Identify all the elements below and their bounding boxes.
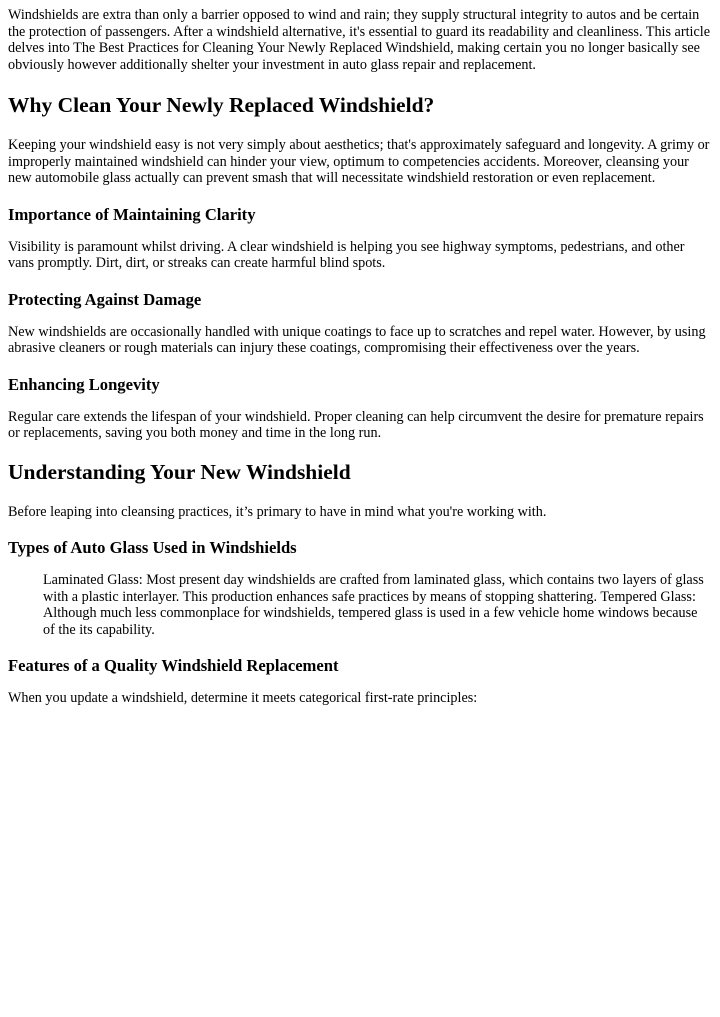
quality-features-paragraph: When you update a windshield, determine it meets categorical first-rate principles: bbox=[8, 690, 478, 706]
section-heading-understanding: Understanding Your New Windshield bbox=[8, 459, 351, 484]
subheading-maintaining-clarity: Importance of Maintaining Clarity bbox=[8, 204, 256, 224]
article bbox=[8, 7, 712, 725]
subheading-glass-types: Types of Auto Glass Used in Windshields bbox=[8, 538, 297, 557]
subheading-quality-features: Features of a Quality Windshield Replacement bbox=[8, 656, 339, 675]
understanding-paragraph: Before leaping into cleansing practices, it’s primary to have in mind what you're working with. bbox=[8, 503, 547, 520]
maintaining-clarity-paragraph: Visibility is paramount whilst driving. A clear windshield is helping you see highway symptoms, pedestrians, and other vans promptly. Dirt, dirt, or streaks can create harmful blind spots. bbox=[8, 238, 685, 271]
why-clean-paragraph: Keeping your windshield easy is not very simply about aesthetics; that's approximately safeguard and longevity. A grimy or improperly maintained windshield can hinder your view, optimum to competencies accidents. Moreover, cleansing your new automobile glass actually can prevent smash that will necessitate windshield restoration or even replacement. bbox=[8, 137, 710, 186]
enhancing-longevity-paragraph: Regular care extends the lifespan of your windshield. Proper cleaning can help circumvent the desire for premature repairs or replacements, saving you both money and time in the long run. bbox=[8, 408, 704, 441]
subheading-enhancing-longevity: Enhancing Longevity bbox=[8, 374, 160, 394]
glass-types-block: Laminated Glass: Most present day windshields are crafted from laminated glass, which contains two layers of glass with a plastic interlayer. This production enhances safe practices by means of stopping shattering. Tempered Glass: Although much less commonplace for windshields, tempered glass is used in a few vehicle home windows because of the its capability. bbox=[43, 572, 704, 638]
protecting-damage-paragraph: New windshields are occasionally handled with unique coatings to face up to scratches and repel water. However, by using abrasive cleaners or rough materials can injury these coatings, compromising their effectiveness over the years. bbox=[8, 323, 706, 356]
intro-paragraph: Windshields are extra than only a barrier opposed to wind and rain; they supply structural integrity to autos and be certain the protection of passengers. After a windshield alternative, it's essential to guard its readability and cleanliness. This article delves into The Best Practices for Cleaning Your Newly Replaced Windshield, making certain you no longer basically see obviously however additionally shelter your investment in auto glass repair and replacement. bbox=[8, 7, 711, 73]
section-heading-why-clean: Why Clean Your Newly Replaced Windshield? bbox=[8, 93, 435, 117]
subheading-protecting-damage: Protecting Against Damage bbox=[8, 289, 202, 309]
